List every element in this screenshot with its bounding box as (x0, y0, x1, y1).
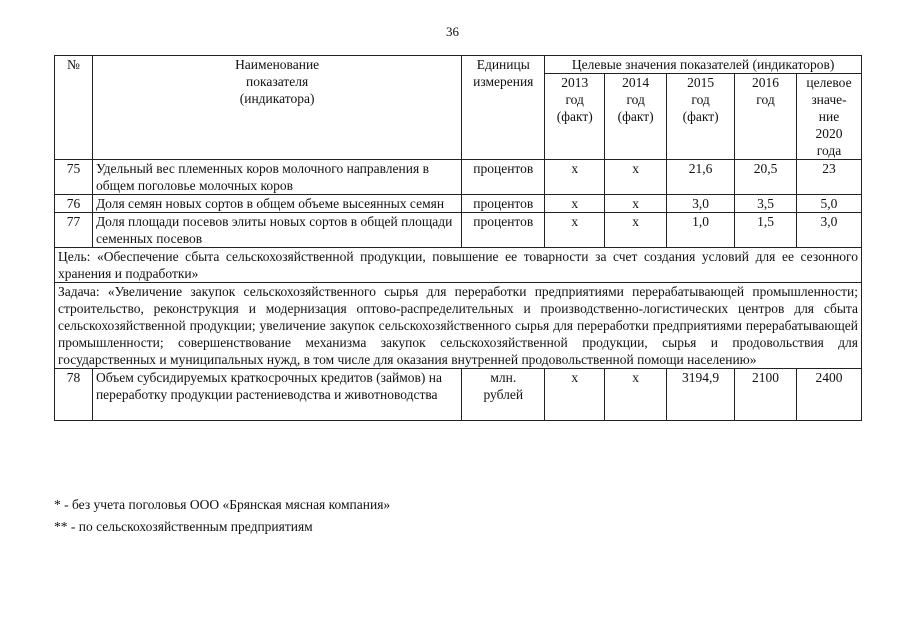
row-value-2013: х (545, 369, 605, 421)
row-unit: процентов (462, 160, 545, 195)
row-value-2014: х (605, 213, 667, 248)
header-name: Наименование показателя (индикатора) (92, 56, 461, 160)
footnote: ** - по сельскохозяйственным предприятиям (54, 519, 313, 534)
header-row-1 (55, 56, 862, 74)
table-row (55, 213, 862, 248)
row-value-2013: х (545, 160, 605, 195)
header-num: № (55, 56, 93, 160)
row-value-2016: 20,5 (735, 160, 797, 195)
row-value-2016: 2100 (735, 369, 797, 421)
row-unit: млн. рублей (462, 369, 545, 421)
row-value-2014: х (605, 160, 667, 195)
row-value-2015: 3,0 (667, 195, 735, 213)
header-target-group: Целевые значения показателей (индикаторов) (545, 56, 862, 74)
task-row (55, 283, 862, 369)
row-value-2015: 1,0 (667, 213, 735, 248)
row-value-2014: х (605, 369, 667, 421)
header-year-2015: 2015 год (факт) (667, 74, 735, 160)
row-value-2020: 3,0 (796, 213, 861, 248)
row-value-2015: 21,6 (667, 160, 735, 195)
row-name: Доля семян новых сортов в общем объеме высеянных семян (92, 195, 461, 213)
row-name: Объем субсидируемых краткосрочных кредитов (займов) на переработку продукции растениеводства и животноводства (92, 369, 461, 421)
row-value-2015: 3194,9 (667, 369, 735, 421)
row-num: 78 (55, 369, 93, 421)
row-value-2014: х (605, 195, 667, 213)
table-row (55, 160, 862, 195)
header-year-2014: 2014 год (факт) (605, 74, 667, 160)
table-row (55, 369, 862, 421)
goal-text: Цель: «Обеспечение сбыта сельскохозяйственной продукции, повышение ее товарности за счет создания условий для ее сезонного хранения и подработки» (55, 248, 862, 283)
row-unit: процентов (462, 213, 545, 248)
header-year-2016: 2016 год (735, 74, 797, 160)
row-value-2016: 1,5 (735, 213, 797, 248)
row-num: 77 (55, 213, 93, 248)
row-unit: процентов (462, 195, 545, 213)
row-num: 76 (55, 195, 93, 213)
page-number: 36 (446, 24, 459, 39)
footnotes (54, 494, 390, 538)
row-value-2020: 2400 (796, 369, 861, 421)
table-row (55, 195, 862, 213)
row-value-2020: 23 (796, 160, 861, 195)
header-year-2013: 2013 год (факт) (545, 74, 605, 160)
row-value-2013: х (545, 213, 605, 248)
row-value-2020: 5,0 (796, 195, 861, 213)
row-value-2013: х (545, 195, 605, 213)
row-num: 75 (55, 160, 93, 195)
task-text: Задача: «Увеличение закупок сельскохозяйственного сырья для переработки предприятиями перерабатывающей промышленности; строительство, реконструкция и модернизация оптово-распределительных и производственно-логистических центров для сбыта сельскохозяйственной продукции; увеличение закупок сельскохозяйственного сырья для переработки предприятиями перерабатывающей промышленности; совершенствование механизма закупок сельскохозяйственной продукции, сырья и продовольствия для государственных и муниципальных нужд, в том числе для оказания внутренней продовольственной помощи населению» (55, 283, 862, 369)
row-name: Удельный вес племенных коров молочного направления в общем поголовье молочных коров (92, 160, 461, 195)
row-value-2016: 3,5 (735, 195, 797, 213)
footnote: * - без учета поголовья ООО «Брянская мясная компания» (54, 497, 391, 512)
indicators-table (54, 55, 862, 421)
row-name: Доля площади посевов элиты новых сортов в общей площади семенных посевов (92, 213, 461, 248)
goal-row (55, 248, 862, 283)
header-unit: Единицы измерения (462, 56, 545, 160)
header-year-2020-target: целевое значе- ние 2020 года (796, 74, 861, 160)
